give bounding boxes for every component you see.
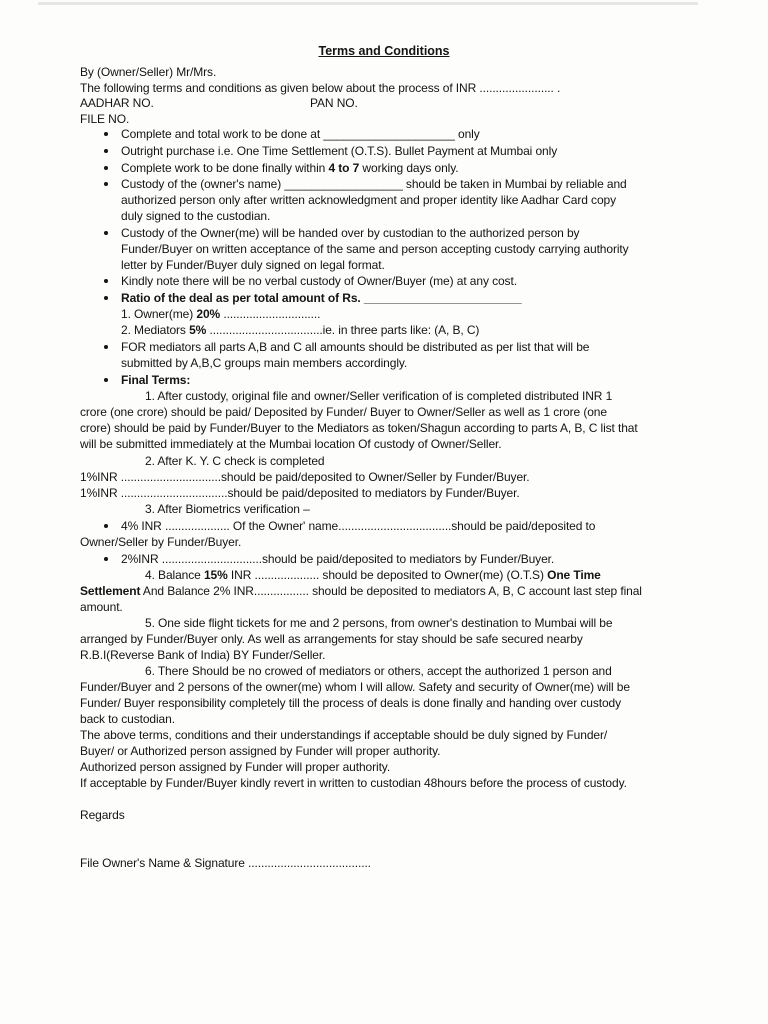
ratio-mediators: [121, 322, 479, 338]
term-3-heading: 3. After Biometrics verification –: [145, 502, 310, 516]
term-4-line1: [145, 567, 601, 583]
bullet-icon: [104, 296, 108, 300]
text: working days only.: [359, 161, 459, 175]
signature-line: File Owner's Name & Signature ......................................: [80, 856, 371, 870]
closing-line3: Authorized person assigned by Funder will proper authority.: [80, 760, 391, 774]
term-3-owner-line1: 4% INR .................... Of the Owner' name...................................should be paid/deposited to: [121, 519, 596, 533]
regards: Regards: [80, 808, 125, 822]
term-5-line3: R.B.I(Reverse Bank of India) BY Funder/Seller.: [80, 648, 326, 662]
text: Complete work to be done finally within: [121, 161, 329, 175]
term-3-owner-line2: Owner/Seller by Funder/Buyer.: [80, 535, 242, 549]
list-item-outright-purchase: Outright purchase i.e. One Time Settlement (O.T.S). Bullet Payment at Mumbai only: [121, 144, 558, 158]
text-bold: 5%: [189, 323, 207, 337]
text: 1. Owner(me): [121, 307, 197, 321]
bullet-icon: [104, 231, 108, 235]
bullet-icon: [104, 182, 108, 186]
text: 4. Balance: [145, 568, 204, 582]
text-bold: Settlement: [80, 584, 141, 598]
text: ...................................ie. in three parts like: (A, B, C): [206, 323, 480, 337]
term-2-heading: 2. After K. Y. C check is completed: [145, 454, 325, 468]
aadhar-label: AADHAR NO.: [80, 96, 154, 110]
intro-line: The following terms and conditions as given below about the process of INR ....................... .: [80, 81, 561, 95]
list-item-working-days: [121, 160, 458, 176]
bullet-icon: [104, 132, 108, 136]
term-5-line1: 5. One side flight tickets for me and 2 persons, from owner's destination to Mumbai will be: [145, 616, 613, 630]
bullet-icon: [104, 279, 108, 283]
text-bold: 20%: [196, 307, 221, 321]
list-item-no-verbal: Kindly note there will be no verbal custody of Owner/Buyer (me) at any cost.: [121, 274, 517, 288]
term-1-line1: 1. After custody, original file and owner/Seller verification of is completed distributed INR 1: [145, 389, 613, 403]
bullet-icon: [104, 345, 108, 349]
text: INR .................... should be deposited to Owner(me) (O.T.S): [227, 568, 548, 582]
term-6-line4: back to custodian.: [80, 712, 175, 726]
text: ..............................: [220, 307, 321, 321]
term-1-line2: crore (one crore) should be paid/ Deposited by Funder/ Buyer to Owner/Seller as well as 1 crore (one: [80, 405, 607, 419]
closing-line1: The above terms, conditions and their understandings if acceptable should be duly signed by Funder/: [80, 728, 608, 742]
bullet-icon: [104, 557, 108, 561]
pan-label: PAN NO.: [310, 96, 358, 110]
term-6-line2: Funder/Buyer and 2 persons of the owner(me) whom I will allow. Safety and security of Owner(me) will be: [80, 680, 630, 694]
term-6-line3: Funder/ Buyer responsibility completely till the process of deals is done finally and handing over custody: [80, 696, 622, 710]
term-2-owner: 1%INR ...............................should be paid/deposited to Owner/Seller by Funder/Buyer.: [80, 470, 530, 484]
term-3-mediators: 2%INR ...............................should be paid/deposited to mediators by Funder/Buyer.: [121, 552, 555, 566]
list-item-work-location: Complete and total work to be done at ____________________ only: [121, 127, 480, 141]
text-bold: 15%: [203, 568, 228, 582]
bullet-icon: [104, 524, 108, 528]
term-6-line1: 6. There Should be no crowed of mediators or others, accept the authorized 1 person and: [145, 664, 612, 678]
ratio-owner: [121, 306, 320, 322]
document-title: Terms and Conditions: [318, 44, 450, 58]
bullet-icon: [104, 378, 108, 382]
by-line: By (Owner/Seller) Mr/Mrs.: [80, 65, 217, 79]
term-2-mediators: 1%INR .................................should be paid/deposited to mediators by Funder/Buyer.: [80, 486, 520, 500]
term-4-line2: [80, 583, 642, 599]
term-5-line2: arranged by Funder/Buyer only. As well as arrangements for stay should be safe secured nearby: [80, 632, 583, 646]
file-no-label: FILE NO.: [80, 112, 130, 126]
text-bold: One Time: [547, 568, 601, 582]
text-bold: 4 to 7: [328, 161, 360, 175]
list-item-custody-line1: Custody of the (owner's name) __________________ should be taken in Mumbai by reliable and: [121, 177, 627, 191]
final-terms-heading: Final Terms:: [121, 373, 191, 387]
text: And Balance 2% INR................. should be deposited to mediators A, B, C account last step final: [140, 584, 642, 598]
closing-line4: If acceptable by Funder/Buyer kindly revert in written to custodian 48hours before the process of custody.: [80, 776, 627, 790]
list-item-handover-line2: Funder/Buyer on written acceptance of the same and person accepting custody carrying authority: [121, 242, 629, 256]
term-4-line3: amount.: [80, 600, 123, 614]
list-item-ratio: Ratio of the deal as per total amount of Rs. ________________________: [121, 291, 522, 305]
list-item-mediators-line2: submitted by A,B,C groups main members accordingly.: [121, 356, 408, 370]
term-1-line3: crore) should be paid by Funder/Buyer to the Mediators as token/Shagun according to parts A, B, C list that: [80, 421, 638, 435]
text: 2. Mediators: [121, 323, 190, 337]
bullet-icon: [104, 166, 108, 170]
top-edge-line: [38, 2, 698, 5]
bullet-icon: [104, 149, 108, 153]
list-item-custody-line3: duly signed to the custodian.: [121, 209, 271, 223]
list-item-custody-line2: authorized person only after written acknowledgment and proper identity like Aadhar Card copy: [121, 193, 616, 207]
list-item-mediators-line1: FOR mediators all parts A,B and C all amounts should be distributed as per list that will be: [121, 340, 590, 354]
closing-line2: Buyer/ or Authorized person assigned by Funder will proper authority.: [80, 744, 441, 758]
list-item-handover-line3: letter by Funder/Buyer duly signed on legal format.: [121, 258, 385, 272]
term-1-line4: will be submitted immediately at the Mumbai location Of custody of Owner/Seller.: [80, 437, 502, 451]
list-item-handover-line1: Custody of the Owner(me) will be handed over by custodian to the authorized person by: [121, 226, 580, 240]
